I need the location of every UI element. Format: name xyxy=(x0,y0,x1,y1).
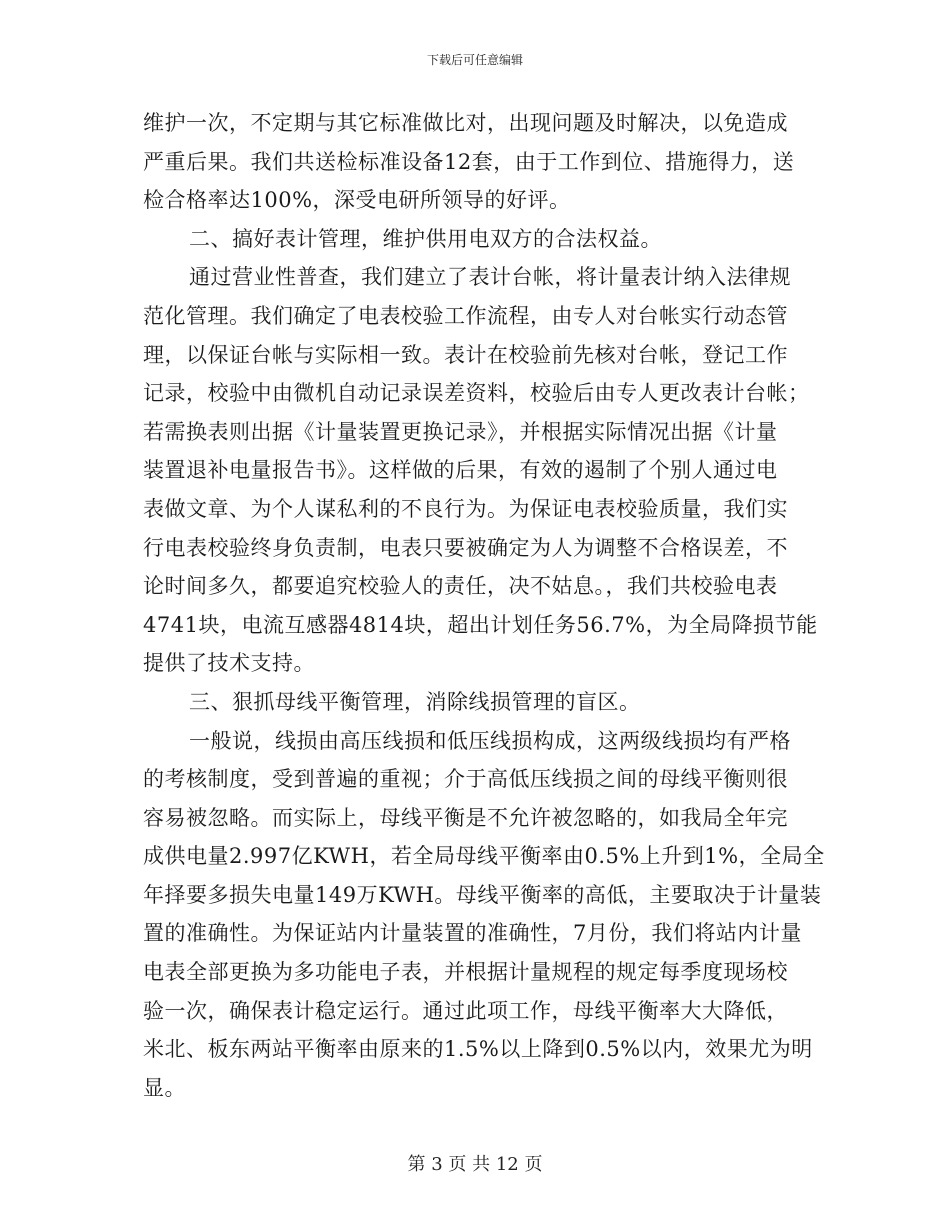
text-line: 的考核制度，受到普遍的重视；介于高低压线损之间的母线平衡则很 xyxy=(143,767,788,792)
text-line: 通过营业性普查，我们建立了表计台帐，将计量表计纳入法律规 xyxy=(189,265,791,290)
text-line: 装置退补电量报告书》。这样做的后果，有效的遏制了个别人通过电 xyxy=(143,458,778,483)
text-line: 容易被忽略。而实际上，母线平衡是不允许被忽略的，如我局全年完 xyxy=(143,805,788,830)
text-line: 检合格率达100%，深受电研所领导的好评。 xyxy=(143,188,571,213)
text-line: 三、狠抓母线平衡管理，消除线损管理的盲区。 xyxy=(189,689,641,714)
text-line: 显。 xyxy=(143,1075,186,1100)
document-body xyxy=(143,104,825,1107)
text-line: 行电表校验终身负责制，电表只要被确定为人为调整不合格误差，不 xyxy=(143,535,788,560)
text-line: 置的准确性。为保证站内计量装置的准确性，7月份，我们将站内计量 xyxy=(143,921,802,946)
text-line: 一般说，线损由高压线损和低压线损构成，这两级线损均有严格 xyxy=(189,728,791,753)
text-line: 电表全部更换为多功能电子表，并根据计量规程的规定每季度现场校 xyxy=(143,960,788,985)
text-line: 验一次，确保表计稳定运行。通过此项工作，母线平衡率大大降低， xyxy=(143,998,788,1023)
text-line: 范化管理。我们确定了电表校验工作流程，由专人对台帐实行动态管 xyxy=(143,303,788,328)
text-line: 表做文章、为个人谋私利的不良行为。为保证电表校验质量，我们实 xyxy=(143,496,788,521)
text-line: 记录，校验中由微机自动记录误差资料，校验后由专人更改表计台帐； xyxy=(143,381,810,406)
page-header: 下载后可任意编辑 xyxy=(426,53,523,67)
text-line: 4741块，电流互感器4814块，超出计划任务56.7%，为全局降损节能 xyxy=(143,612,818,637)
text-line: 理，以保证台帐与实际相一致。表计在校验前先核对台帐，登记工作 xyxy=(143,342,788,367)
text-line: 二、搞好表计管理，维护供用电双方的合法权益。 xyxy=(189,226,662,251)
text-line: 提供了技术支持。 xyxy=(143,651,315,676)
page-footer: 第 3 页 共 12 页 xyxy=(407,1154,543,1175)
text-line: 年择要多损失电量149万KWH。母线平衡率的高低，主要取决于计量装 xyxy=(143,882,822,907)
text-line: 维护一次，不定期与其它标准做比对，出现问题及时解决，以免造成 xyxy=(143,111,788,135)
text-line: 米北、板东两站平衡率由原来的1.5%以上降到0.5%以内，效果尤为明 xyxy=(143,1037,813,1062)
text-line: 若需换表则出据《计量装置更换记录》，并根据实际情况出据《计量 xyxy=(143,419,778,444)
text-line: 成供电量2.997亿KWH，若全局母线平衡率由0.5%上升到1%，全局全 xyxy=(143,844,825,869)
text-line: 论时间多久，都要追究校验人的责任，决不姑息。，我们共校验电表 xyxy=(143,574,778,599)
text-line: 严重后果。我们共送检标准设备12套，由于工作到位、措施得力，送 xyxy=(143,149,795,174)
